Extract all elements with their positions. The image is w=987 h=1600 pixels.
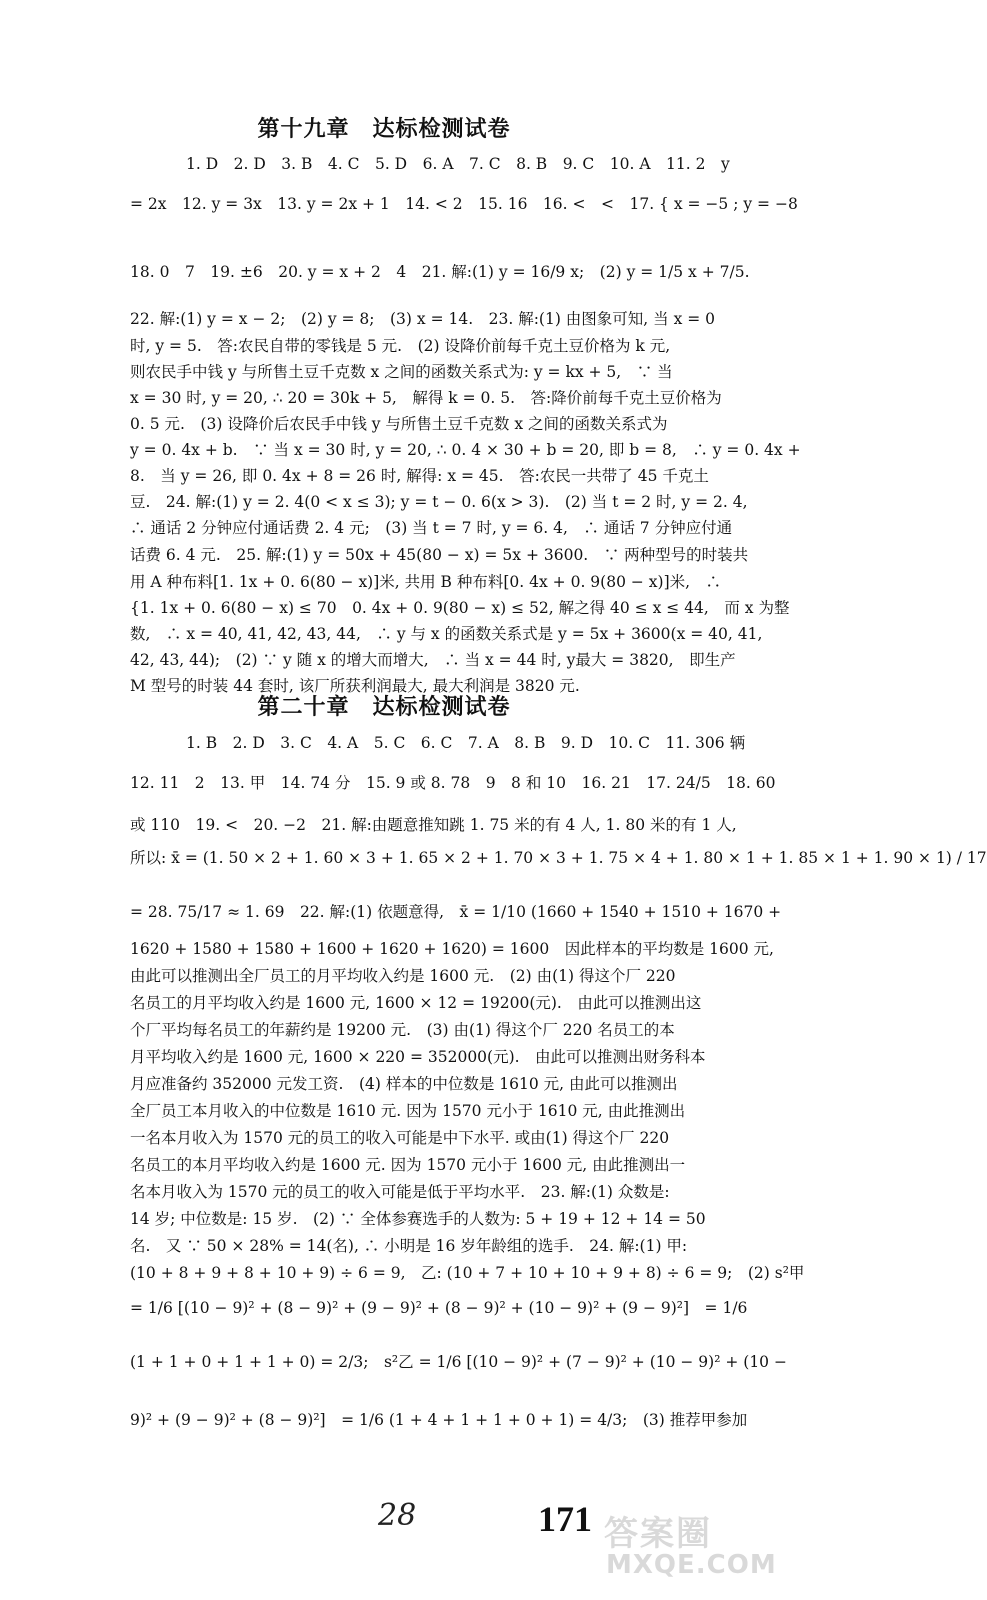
answer-line: 一名本月收入为 1570 元的员工的收入可能是中下水平. 或由(1) 得这个厂 220 (130, 1129, 670, 1147)
answer-line: 月应准备约 352000 元发工资. (4) 样本的中位数是 1610 元, 由此可以推测出 (130, 1075, 678, 1093)
answer-line: 14 岁; 中位数是: 15 岁. (2) ∵ 全体参赛选手的人数为: 5 + 19 + 12 + 14 = 50 (130, 1210, 706, 1228)
answer-line: 1620 + 1580 + 1580 + 1600 + 1620 + 1620) = 1600 因此样本的平均数是 1600 元, (130, 940, 774, 958)
answer-line: 0. 5 元. (3) 设降价后农民手中钱 y 与所售土豆千克数 x 之间的函数关系式为 (130, 415, 668, 433)
watermark-logo (600, 1506, 777, 1586)
answer-line: 名. 又 ∵ 50 × 28% = 14(名), ∴ 小明是 16 岁年龄组的选手. 24. 解:(1) 甲: (130, 1237, 688, 1255)
answer-line: 数, ∴ x = 40, 41, 42, 43, 44, ∴ y 与 x 的函数关系式是 y = 5x + 3600(x = 40, 41, (130, 625, 763, 643)
answer-line: 则农民手中钱 y 与所售土豆千克数 x 之间的函数关系式为: y = kx + 5, ∵ 当 (130, 363, 673, 381)
answer-line: 18. 0 7 19. ±6 20. y = x + 2 4 21. 解:(1) y = 16/9 x; (2) y = 1/5 x + 7/5. (130, 263, 750, 281)
answer-line: 名员工的本月平均收入约是 1600 元. 因为 1570 元小于 1600 元, 由此推测出一 (130, 1156, 686, 1174)
answer-line: 或 110 19. < 20. −2 21. 解:由题意推知跳 1. 75 米的有 4 人, 1. 80 米的有 1 人, (130, 816, 737, 834)
answer-line: 用 A 种布料[1. 1x + 0. 6(80 − x)]米, 共用 B 种布料[0. 4x + 0. 9(80 − x)]米, ∴ (130, 573, 722, 591)
answer-line: 由此可以推测出全厂员工的月平均收入约是 1600 元. (2) 由(1) 得这个厂 220 (130, 967, 676, 985)
answer-line: = 2x 12. y = 3x 13. y = 2x + 1 14. < 2 15. 16 16. < < 17. { x = −5 ; y = −8 (130, 195, 798, 213)
chapter19-title: 第十九章 达标检测试卷 (257, 117, 511, 142)
answer-line: ∴ 通话 2 分钟应付通话费 2. 4 元; (3) 当 t = 7 时, y = 6. 4, ∴ 通话 7 分钟应付通 (130, 519, 733, 537)
handwritten-note: 28 (378, 1498, 417, 1533)
answer-line: 个厂平均每名员工的年薪约是 19200 元. (3) 由(1) 得这个厂 220 名员工的本 (130, 1021, 675, 1039)
answer-line: 话费 6. 4 元. 25. 解:(1) y = 50x + 45(80 − x) = 5x + 3600. ∵ 两种型号的时装共 (130, 546, 749, 564)
answer-line: x = 30 时, y = 20, ∴ 20 = 30k + 5, 解得 k = 0. 5. 答:降价前每千克土豆价格为 (130, 389, 722, 407)
page-number: 171 (538, 1499, 592, 1539)
answer-line: {1. 1x + 0. 6(80 − x) ≤ 70 0. 4x + 0. 9(80 − x) ≤ 52, 解之得 40 ≤ x ≤ 44, 而 x 为整 (130, 599, 790, 617)
watermark-text-cn: 答案圈 (604, 1514, 712, 1554)
answer-line: 42, 43, 44); (2) ∵ y 随 x 的增大而增大, ∴ 当 x = 44 时, y最大 = 3820, 即生产 (130, 651, 736, 669)
answer-line: (1 + 1 + 0 + 1 + 1 + 0) = 2/3; s²乙 = 1/6 [(10 − 9)² + (7 − 9)² + (10 − 9)² + (10 − (130, 1353, 787, 1371)
answer-line: 名员工的月平均收入约是 1600 元, 1600 × 12 = 19200(元). 由此可以推测出这 (130, 994, 702, 1012)
answer-line: 22. 解:(1) y = x − 2; (2) y = 8; (3) x = 14. 23. 解:(1) 由图象可知, 当 x = 0 (130, 310, 716, 328)
watermark-text-en: MXQE.COM (606, 1550, 777, 1580)
answer-line: = 28. 75/17 ≈ 1. 69 22. 解:(1) 依题意得, x̄ = 1/10 (1660 + 1540 + 1510 + 1670 + (130, 903, 782, 921)
answer-line: 1. B 2. D 3. C 4. A 5. C 6. C 7. A 8. B 9. D 10. C 11. 306 辆 (186, 734, 746, 752)
answer-line: 月平均收入约是 1600 元, 1600 × 220 = 352000(元). 由此可以推测出财务科本 (130, 1048, 706, 1066)
answer-line: 8. 当 y = 26, 即 0. 4x + 8 = 26 时, 解得: x = 45. 答:农民一共带了 45 千克土 (130, 467, 709, 485)
answer-line: y = 0. 4x + b. ∵ 当 x = 30 时, y = 20, ∴ 0. 4 × 30 + b = 20, 即 b = 8, ∴ y = 0. 4x + (130, 441, 801, 459)
answer-line: 1. D 2. D 3. B 4. C 5. D 6. A 7. C 8. B 9. C 10. A 11. 2 y (186, 155, 730, 173)
answer-line: 全厂员工本月收入的中位数是 1610 元. 因为 1570 元小于 1610 元, 由此推测出 (130, 1102, 686, 1120)
answer-line: (10 + 8 + 9 + 8 + 10 + 9) ÷ 6 = 9, 乙: (10 + 7 + 10 + 10 + 9 + 8) ÷ 6 = 9; (2) s²甲 (130, 1264, 805, 1282)
chapter20-title: 第二十章 达标检测试卷 (257, 695, 511, 720)
answer-line: = 1/6 [(10 − 9)² + (8 − 9)² + (9 − 9)² + (8 − 9)² + (10 − 9)² + (9 − 9)²] = 1/6 (130, 1299, 748, 1317)
answer-line: 豆. 24. 解:(1) y = 2. 4(0 < x ≤ 3); y = t − 0. 6(x > 3). (2) 当 t = 2 时, y = 2. 4, (130, 493, 748, 511)
answer-line: 时, y = 5. 答:农民自带的零钱是 5 元. (2) 设降价前每千克土豆价格为 k 元, (130, 337, 671, 355)
answer-line: 名本月收入为 1570 元的员工的收入可能是低于平均水平. 23. 解:(1) 众数是: (130, 1183, 670, 1201)
answer-line: M 型号的时装 44 套时, 该厂所获利润最大, 最大利润是 3820 元. (130, 677, 580, 695)
answer-line: 9)² + (9 − 9)² + (8 − 9)²] = 1/6 (1 + 4 + 1 + 1 + 0 + 1) = 4/3; (3) 推荐甲参加 (130, 1411, 748, 1429)
answer-line: 所以: x̄ = (1. 50 × 2 + 1. 60 × 3 + 1. 65 × 2 + 1. 70 × 3 + 1. 75 × 4 + 1. 80 × 1 + 1. 85 × 1 + 1. 90 × 1) / 17 (130, 849, 987, 867)
answer-line: 12. 11 2 13. 甲 14. 74 分 15. 9 或 8. 78 9 8 和 10 16. 21 17. 24/5 18. 60 (130, 774, 776, 792)
